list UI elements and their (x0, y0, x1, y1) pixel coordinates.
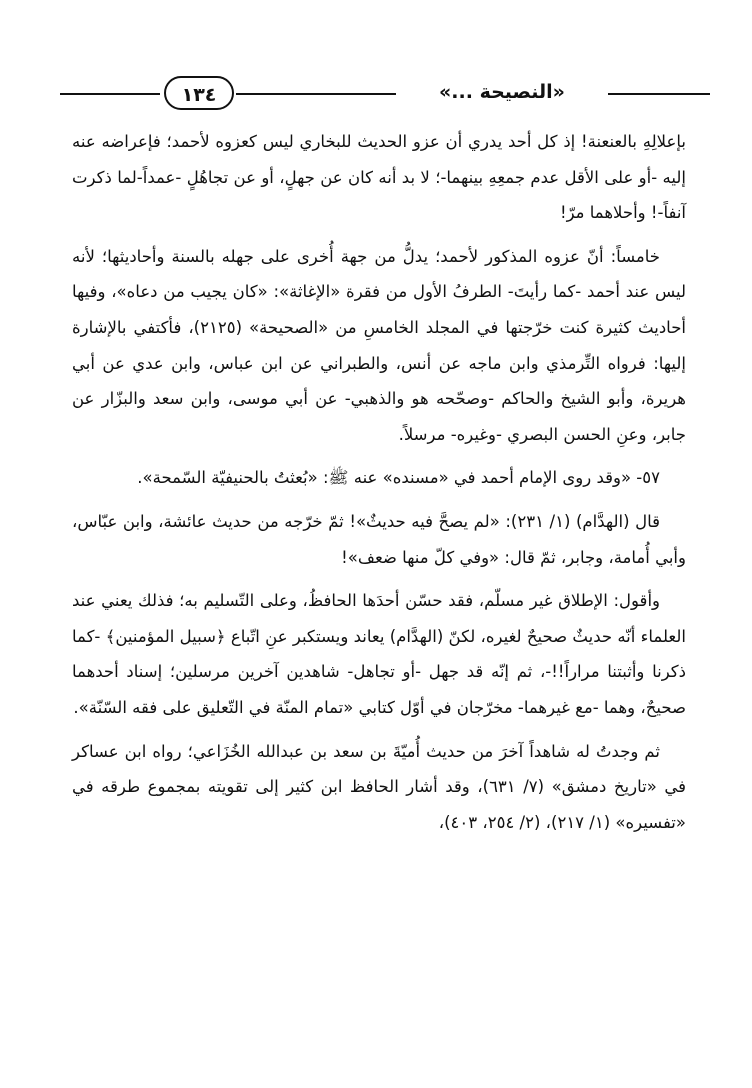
paragraph-item-57: ٥٧- «وقد روى الإمام أحمد في «مسنده» عنه ﷺ: «بُعثتُ بالحنيفيّة السّمحة». (137, 468, 660, 488)
body-text (72, 124, 686, 848)
paragraph-continuation: بإعلالِهِ بالعنعنة! إذ كل أحد يدري أن عزو الحديث للبخاري ليس كعزوه لأحمد؛ فإعراضه عنه إليه -أو على الأقل عدم جمعِهِ بينهما-؛ لا بد أنه كان عن جهلٍ، أو عن تجاهُلٍ -عمداً-لما ذكرت آنفاً-! وأحلاهما مرّ! (72, 132, 686, 223)
header-title: «النصيحة ...» (439, 81, 565, 103)
header-rule-middle (236, 93, 396, 95)
header-rule-right (608, 93, 710, 95)
running-header (60, 72, 710, 116)
paragraph-response: وأقول: الإطلاق غير مسلّم، فقد حسّن أحدَها الحافظُ، وعلى التّسليم به؛ فذلك يعني عند العلماء أنّه حديثٌ صحيحٌ لغيره، لكنّ (الهدَّام) يعاند ويستكبر عنِ اتّباع ﴿سبيل المؤمنين﴾ -كما ذكرنا وأثبتنا مراراً!!-، ثم إنّه قد جهل -أو تجاهل- شاهدين آخرين مرسلين؛ إسناد أحدهما صحيحٌ، وهما -مع غيرهما- مخرّجان في أوّل كتابي «تمام المنّة في التّعليق على فقه السّنّة». (72, 591, 686, 717)
paragraph-fifth-point: خامساً: أنّ عزوه المذكور لأحمد؛ يدلُّ من جهة أُخرى على جهله بالسنة وأحاديثها؛ لأنه ليس عند أحمد -كما رأيتَ- الطرفُ الأول من فقرة «الإغاثة»: «كان يجيب من دعاه»، وفيها أحاديث كثيرة كنت خرّجتها في المجلد الخامسِ من «الصحيحة» (٢١٢٥)، فأكتفي بالإشارة إليها: فرواه التِّرمذي وابن ماجه عن أنس، والطبراني عن ابن عباس، وابن عدي عن أبي هريرة، وأبو الشيخ والحاكم -وصحّحه هو والذهبي- عن أبي موسى، وابن سعد والبزّار عن جابر، وعنِ الحسن البصري -وغيره- مرسلاً. (72, 246, 686, 444)
page-number-badge: ١٣٤ (164, 76, 234, 110)
paragraph-hadam-quote: قال (الهدَّام) (١/ ٢٣١): «لم يصحَّ فيه حديثٌ»! ثمّ خرّجه من حديث عائشة، وابن عبّاس، وأبي أُمامة، وجابر، ثمّ قال: «وفي كلّ منها ضعف»! (72, 511, 686, 567)
paragraph-additional-witness: ثم وجدتُ له شاهداً آخرَ من حديث أُميّةَ بن سعد بن عبدالله الخُزَاعي؛ رواه ابن عساكر في «تاريخ دمشق» (٧/ ٦٣١)، وقد أشار الحافظ ابن كثير إلى تقويته بمجموع طرقه في «تفسيره» (١/ ٢١٧)، (٢/ ٢٥٤، ٤٠٣)، (72, 741, 686, 832)
header-rule-left (60, 93, 160, 95)
